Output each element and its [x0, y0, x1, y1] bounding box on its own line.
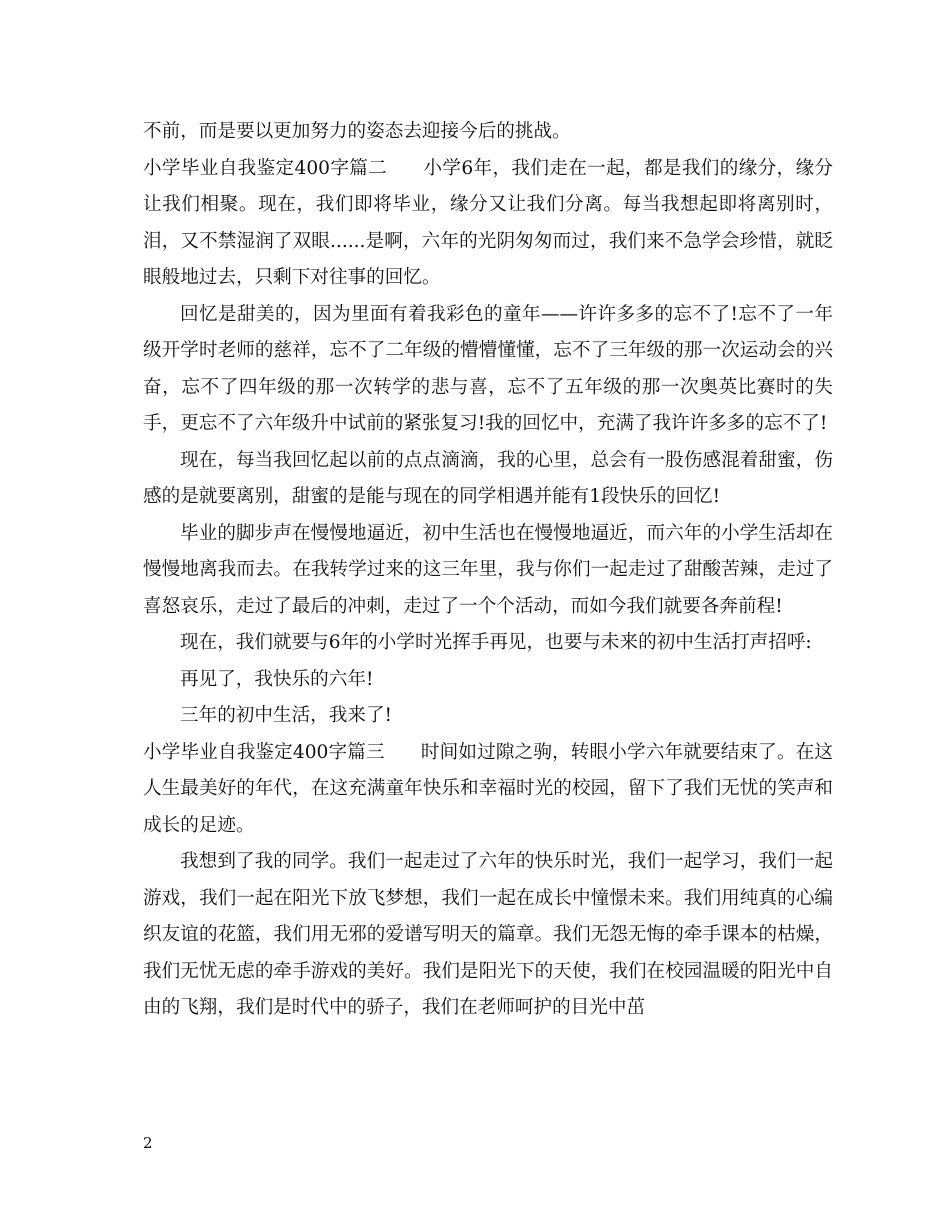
section-heading-3-paragraph [143, 735, 833, 845]
section-heading-2-paragraph [143, 151, 833, 297]
paragraph: 毕业的脚步声在慢慢地逼近，初中生活也在慢慢地逼近，而六年的小学生活却在慢慢地离我而去。在我转学过来的这三年里，我与你们一起走过了甜酸苦辣，走过了喜怒哀乐，走过了最后的冲刺，走过了一个个活动，而如今我们就要各奔前程! [143, 522, 833, 617]
paragraph: 回忆是甜美的，因为里面有着我彩色的童年——许许多多的忘不了!忘不了一年级开学时老师的慈祥，忘不了二年级的懵懵懂懂，忘不了三年级的那一次运动会的兴奋，忘不了四年级的那一次转学的悲与喜，忘不了五年级的那一次奥英比赛时的失手，更忘不了六年级升中试前的紧张复习!我的回忆中，充满了我许许多多的忘不了! [143, 303, 833, 434]
paragraph: 时间如过隙之驹，转眼小学六年就要结束了。在这人生最美好的年代，在这充满童年快乐和幸福时光的校园，留下了我们无忧的笑声和成长的足迹。 [143, 741, 833, 836]
page-number: 2 [143, 1134, 153, 1152]
paragraph-continued: 不前，而是要以更加努力的姿态去迎接今后的挑战。 [143, 121, 571, 142]
paragraph: 现在，我们就要与6年的小学时光挥手再见，也要与未来的初中生活打声招呼: [180, 632, 812, 653]
document-body [143, 114, 833, 1027]
paragraph: 我想到了我的同学。我们一起走过了六年的快乐时光，我们一起学习，我们一起游戏，我们一起在阳光下放飞梦想，我们一起在成长中憧憬未来。我们用纯真的心编织友谊的花篮，我们用无邪的爱谱写明天的篇章。我们无怨无悔的牵手课本的枯燥，我们无忧无虑的牵手游戏的美好。我们是阳光下的天使，我们在校园温暖的阳光中自由的飞翔，我们是时代中的骄子，我们在老师呵护的目光中茁 [143, 851, 833, 1018]
section-heading: 小学毕业自我鉴定400字篇二 [143, 157, 388, 179]
section-heading: 小学毕业自我鉴定400字篇三 [143, 741, 385, 763]
paragraph: 小学6年，我们走在一起，都是我们的缘分，缘分让我们相聚。现在，我们即将毕业，缘分又让我们分离。每当我想起即将离别时，泪，又不禁湿润了双眼......是啊，六年的光阴匆匆而过，我们来不急学会珍惜，就眨眼般地过去，只剩下对往事的回忆。 [143, 157, 833, 288]
paragraph: 再见了，我快乐的六年! [180, 668, 374, 690]
paragraph: 三年的初中生活，我来了! [180, 705, 393, 726]
paragraph: 现在，每当我回忆起以前的点点滴滴，我的心里，总会有一股伤感混着甜蜜，伤感的是就要离别，甜蜜的是能与现在的同学相遇并能有1段快乐的回忆! [143, 449, 833, 507]
